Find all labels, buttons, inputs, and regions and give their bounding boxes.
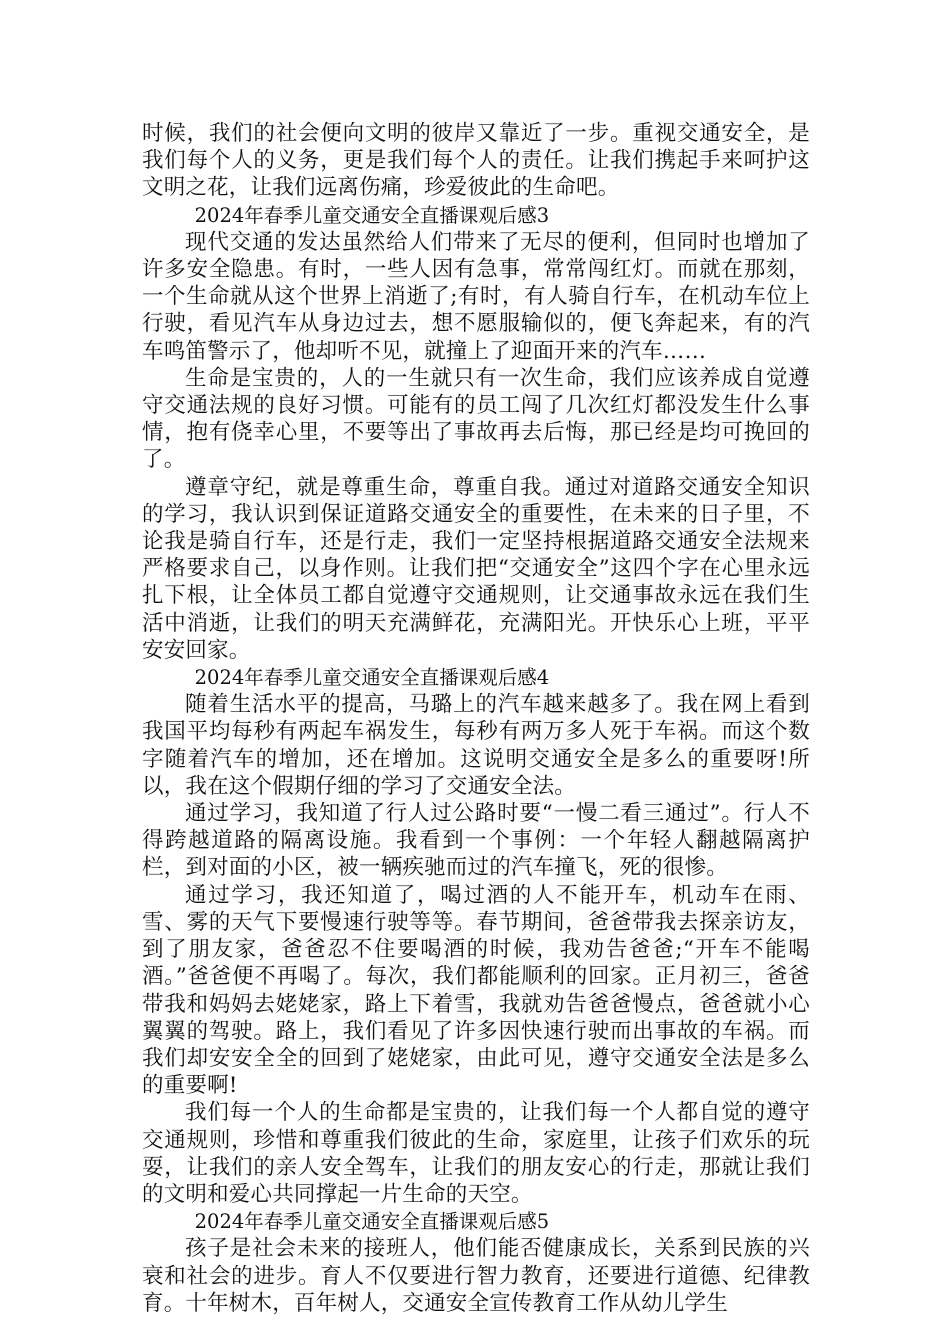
paragraph: 随着生活水平的提高，马璐上的汽车越来越多了。我在网上看到我国平均每秒有两起车祸发生，每秒有两万多人死于车祸。而这个数字随着汽车的增加，还在增加。这说明交通安全是多么的重要呀!所以，我在这个假期仔细的学习了交通安全法。 xyxy=(142,692,810,799)
section-heading-4: 2024年春季儿童交通安全直播课观后感4 xyxy=(194,666,550,690)
section-heading-5: 2024年春季儿童交通安全直播课观后感5 xyxy=(194,1210,550,1234)
document-page xyxy=(142,120,810,1317)
section-heading-3: 2024年春季儿童交通安全直播课观后感3 xyxy=(194,203,550,227)
paragraph-intro-continuation: 时候，我们的社会便向文明的彼岸又靠近了一步。重视交通安全，是我们每个人的义务，更是我们每个人的责任。让我们携起手来呵护这文明之花，让我们远离伤痛，珍爱彼此的生命吧。 xyxy=(142,121,810,201)
paragraph: 通过学习，我知道了行人过公路时要“一慢二看三通过”。行人不得跨越道路的隔离设施。我看到一个事例：一个年轻人翻越隔离护栏，到对面的小区，被一辆疾驰而过的汽车撞飞，死的很惨。 xyxy=(142,801,810,881)
paragraph: 我们每一个人的生命都是宝贵的，让我们每一个人都自觉的遵守交通规则，珍惜和尊重我们彼此的生命，家庭里，让孩子们欢乐的玩耍，让我们的亲人安全驾车，让我们的朋友安心的行走，那就让我们的文明和爱心共同撑起一片生命的天空。 xyxy=(142,1100,810,1207)
paragraph: 通过学习，我还知道了，喝过酒的人不能开车，机动车在雨、雪、雾的天气下要慢速行驶等等。春节期间，爸爸带我去探亲访友，到了朋友家，爸爸忍不住要喝酒的时候，我劝告爸爸;“开车不能喝酒。”爸爸便不再喝了。每次，我们都能顺利的回家。正月初三，爸爸带我和妈妈去姥姥家，路上下着雪，我就劝告爸爸慢点，爸爸就小心翼翼的驾驶。路上，我们看见了许多因快速行驶而出事故的车祸。而我们却安安全全的回到了姥姥家，由此可见，遵守交通安全法是多么的重要啊! xyxy=(142,882,810,1099)
paragraph: 孩子是社会未来的接班人，他们能否健康成长，关系到民族的兴衰和社会的进步。育人不仅要进行智力教育，还要进行道德、纪律教育。十年树木，百年树人，交通安全宣传教育工作从幼儿学生 xyxy=(142,1236,810,1316)
paragraph: 生命是宝贵的，人的一生就只有一次生命，我们应该养成自觉遵守交通法规的良好习惯。可能有的员工闯了几次红灯都没发生什么事情，抱有侥幸心里，不要等出了事故再去后悔，那已经是均可挽回的了。 xyxy=(142,365,810,473)
paragraph: 现代交通的发达虽然给人们带来了无尽的便利，但同时也增加了许多安全隐患。有时，一些人因有急事，常常闯红灯。而就在那刻，一个生命就从这个世界上消逝了;有时，有人骑自行车，在机动车位上行驶，看见汽车从身边过去，想不愿服输似的，便飞奔起来，有的汽车鸣笛警示了，他却听不见，就撞上了迎面开来的汽车…… xyxy=(142,229,810,364)
paragraph: 遵章守纪，就是尊重生命，尊重自我。通过对道路交通安全知识的学习，我认识到保证道路交通安全的重要性，在未来的日子里，不论我是骑自行车，还是行走，我们一定坚持根据道路交通安全法规来严格要求自己，以身作则。让我们把“交通安全”这四个字在心里永远扎下根，让全体员工都自觉遵守交通规则，让交通事故永远在我们生活中消逝，让我们的明天充满鲜花，充满阳光。开快乐心上班，平平安安回家。 xyxy=(142,474,810,663)
